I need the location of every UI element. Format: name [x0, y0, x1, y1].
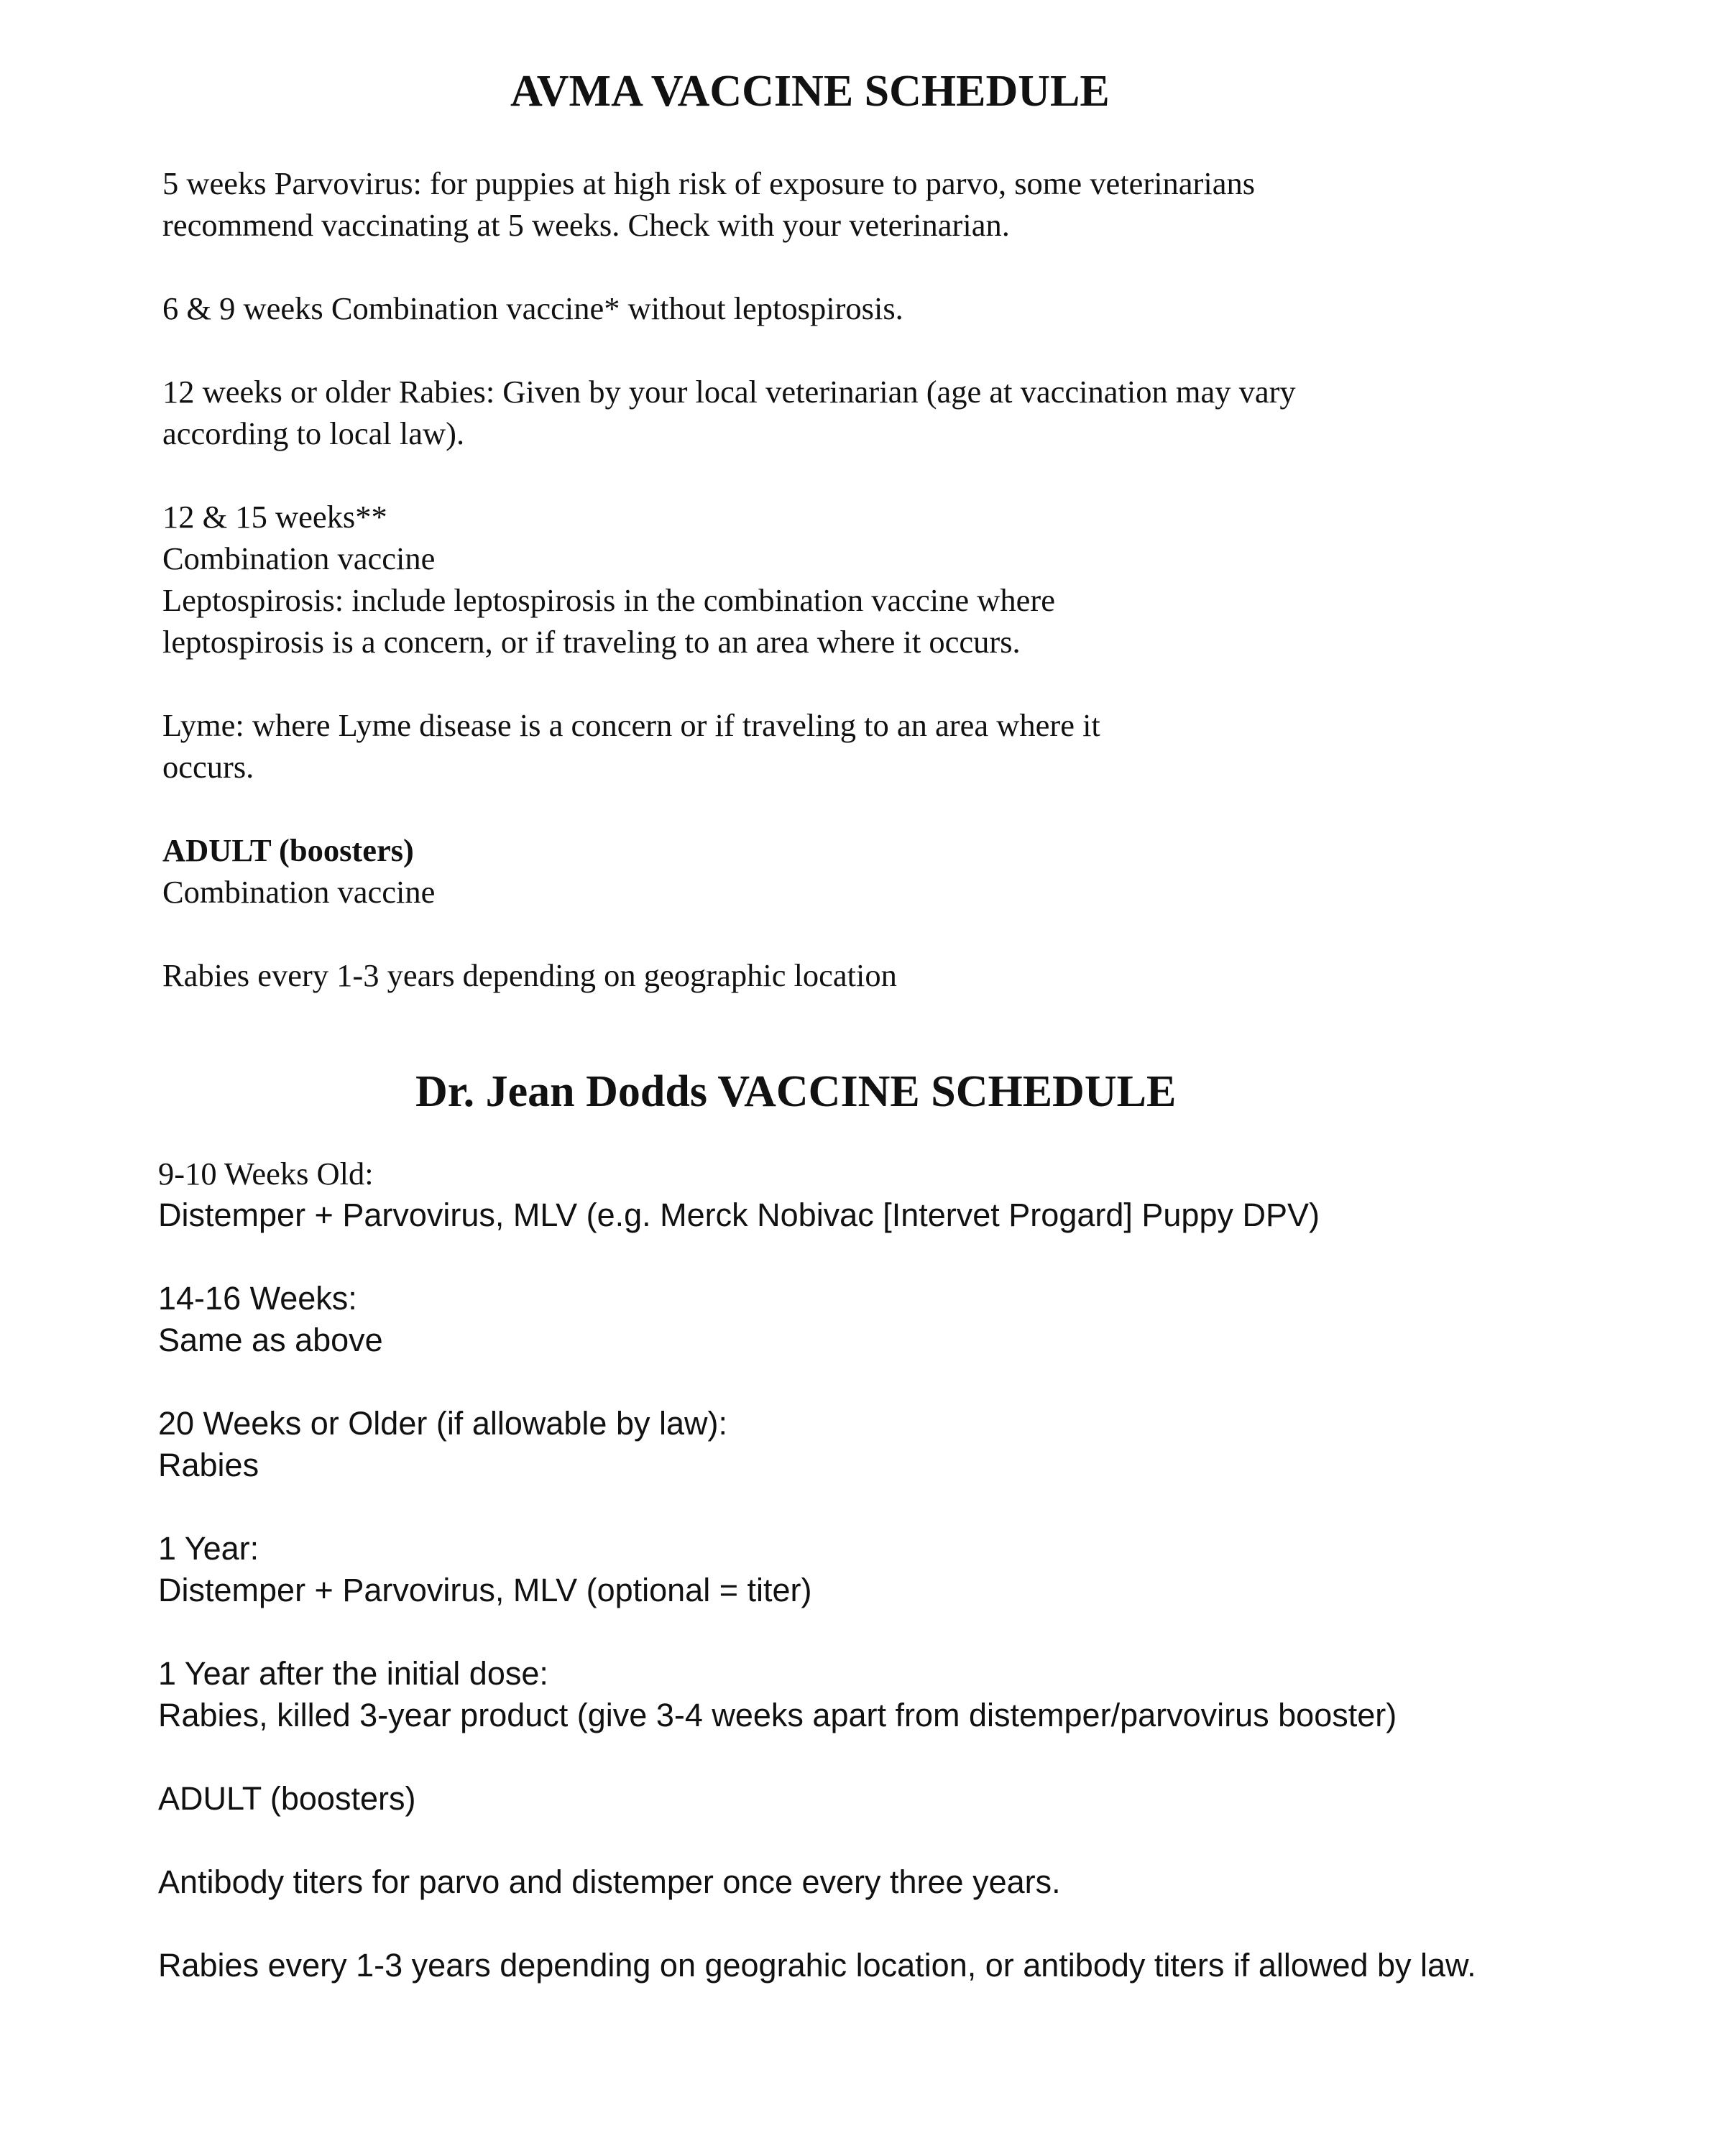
avma-adult-heading: ADULT (boosters)	[162, 832, 414, 868]
avma-line-5-weeks-cont: recommend vaccinating at 5 weeks. Check with your veterinarian.	[162, 207, 1010, 243]
avma-schedule-title: AVMA VACCINE SCHEDULE	[510, 67, 1110, 116]
dodds-line-9-10-weeks-vaccine: Distemper + Parvovirus, MLV (e.g. Merck Nobivac [Intervet Progard] Puppy DPV)	[158, 1197, 1320, 1233]
avma-line-12-15-weeks: 12 & 15 weeks**	[162, 499, 387, 535]
dodds-line-14-16-weeks: 14-16 Weeks:	[158, 1280, 357, 1317]
avma-line-combination: Combination vaccine	[162, 540, 436, 576]
avma-line-leptospirosis: Leptospirosis: include leptospirosis in the combination vaccine where	[162, 582, 1056, 618]
avma-schedule-body	[162, 162, 1296, 996]
dodds-line-9-10-weeks: 9-10 Weeks Old:	[158, 1156, 374, 1192]
avma-adult-combination: Combination vaccine	[162, 874, 436, 910]
dodds-adult-titers: Antibody titers for parvo and distemper once every three years.	[158, 1864, 1061, 1900]
avma-line-lyme: Lyme: where Lyme disease is a concern or if traveling to an area where it	[162, 707, 1100, 743]
avma-adult-rabies: Rabies every 1-3 years depending on geographic location	[162, 957, 897, 993]
dodds-line-20-weeks: 20 Weeks or Older (if allowable by law):	[158, 1405, 727, 1442]
avma-line-leptospirosis-cont: leptospirosis is a concern, or if traveling to an area where it occurs.	[162, 624, 1021, 660]
dodds-line-1-year-after: 1 Year after the initial dose:	[158, 1655, 548, 1692]
dodds-schedule-title: Dr. Jean Dodds VACCINE SCHEDULE	[415, 1067, 1177, 1116]
avma-line-5-weeks: 5 weeks Parvovirus: for puppies at high risk of exposure to parvo, some veterinarians	[162, 165, 1256, 201]
dodds-schedule-body	[158, 1153, 1476, 1986]
dodds-line-1-year: 1 Year:	[158, 1530, 259, 1567]
dodds-adult-rabies: Rabies every 1-3 years depending on geograhic location, or antibody titers if allowed by law.	[158, 1947, 1476, 1984]
dodds-line-same-as-above: Same as above	[158, 1322, 383, 1358]
dodds-adult-heading: ADULT (boosters)	[158, 1780, 416, 1817]
avma-line-6-9-weeks: 6 & 9 weeks Combination vaccine* without leptospirosis.	[162, 290, 903, 326]
dodds-line-rabies: Rabies	[158, 1447, 259, 1483]
avma-line-12-weeks-rabies: 12 weeks or older Rabies: Given by your local veterinarian (age at vaccination may vary	[162, 374, 1296, 410]
avma-line-12-weeks-rabies-cont: according to local law).	[162, 415, 465, 451]
avma-line-lyme-cont: occurs.	[162, 749, 254, 785]
dodds-line-1-year-vaccine: Distemper + Parvovirus, MLV (optional = titer)	[158, 1572, 812, 1608]
dodds-line-1-year-after-rabies: Rabies, killed 3-year product (give 3-4 weeks apart from distemper/parvovirus booster)	[158, 1697, 1397, 1733]
